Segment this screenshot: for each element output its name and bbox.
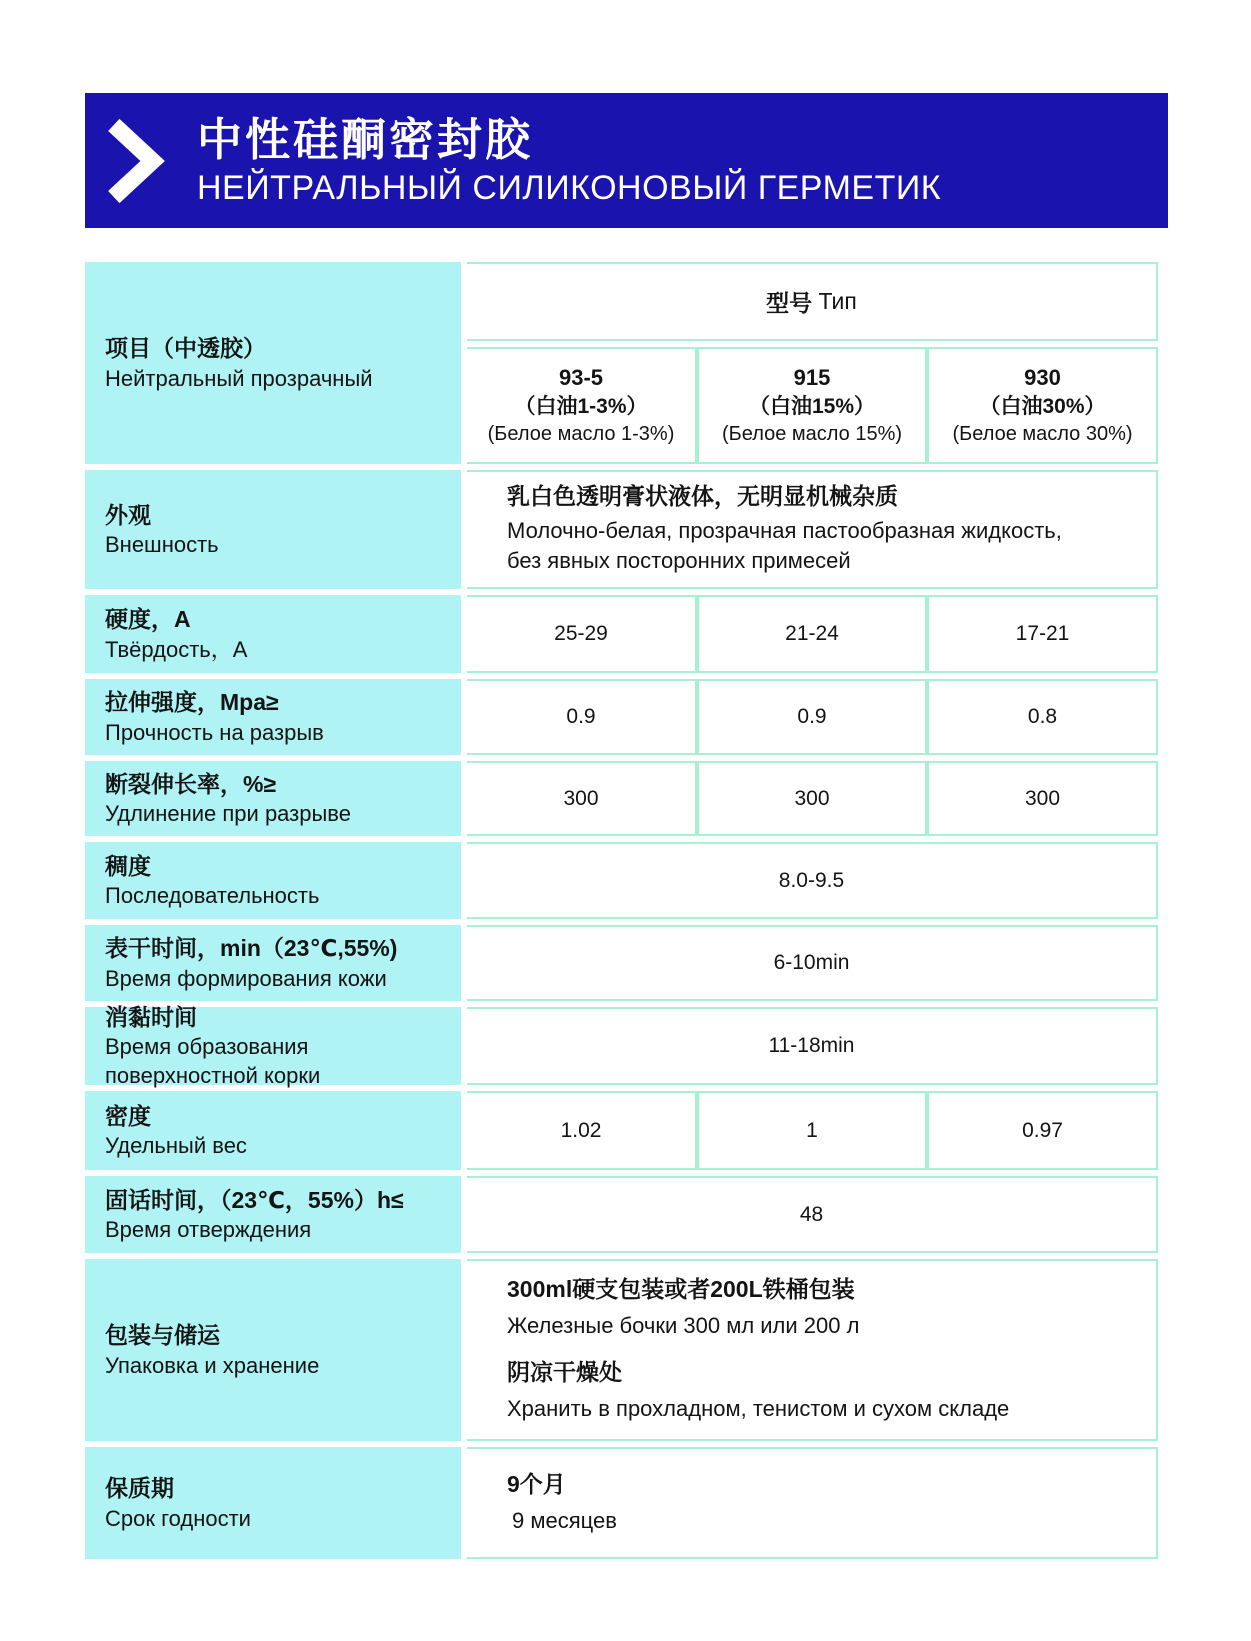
corner-label-ru: Нейтральный прозрачный <box>105 365 373 391</box>
appearance-zh: 乳白色透明膏状液体，无明显机械杂质 <box>507 482 898 509</box>
row-label-curing-time <box>85 1176 461 1253</box>
type-header-zh: 型号 <box>766 290 813 316</box>
page-title-ru: НЕЙТРАЛЬНЫЙ СИЛИКОНОВЫЙ ГЕРМЕТИК <box>197 168 942 207</box>
corner-label-zh: 项目（中透胶） <box>105 335 266 362</box>
model-oil-ru: (Белое масло 15%) <box>721 423 903 446</box>
cell-consistency: 8.0-9.5 <box>467 842 1158 919</box>
label-zh: 包装与储运 <box>105 1322 220 1349</box>
label-zh: 消黏时间 <box>105 1003 197 1030</box>
label-zh: 密度 <box>105 1102 151 1129</box>
banner-text <box>197 113 941 208</box>
cell-tensile-915: 0.9 <box>697 679 927 755</box>
type-header-ru-text: Тип <box>818 288 857 314</box>
title-banner <box>85 93 1168 228</box>
row-label-skin-time <box>85 925 461 1001</box>
model-oil-zh: （白油30%） <box>979 394 1106 418</box>
label-ru: Срок годности <box>105 1505 251 1531</box>
shelf-life-ru: 9 месяцев <box>512 1507 617 1533</box>
shelf-life-zh: 9个月 <box>507 1470 566 1497</box>
label-ru: Время отверждения <box>105 1217 312 1243</box>
row-label-consistency <box>85 842 461 919</box>
label-ru: Удельный вес <box>105 1133 247 1159</box>
label-zh: 硬度，A <box>105 606 191 633</box>
label-ru: Внешность <box>105 532 219 558</box>
packaging-group-2 <box>507 1358 1126 1425</box>
model-oil-zh: （白油1-3%） <box>514 394 648 418</box>
row-label-shelf-life <box>85 1447 461 1559</box>
row-label-density <box>85 1091 461 1170</box>
storage-ru: Хранить в прохладном, тенистом и сухом складе <box>507 1395 1010 1421</box>
cell-elongation-915: 300 <box>697 761 927 836</box>
appearance-ru: Молочно-белая, прозрачная пастообразная жидкость, без явных посторонних примесей <box>507 517 1062 574</box>
row-label-tensile-strength <box>85 679 461 755</box>
cell-elongation-930: 300 <box>927 761 1158 836</box>
label-zh: 外观 <box>105 501 151 528</box>
label-ru: Прочность на разрыв <box>105 719 324 745</box>
row-label-hardness <box>85 595 461 673</box>
label-ru: Упаковка и хранение <box>105 1352 320 1378</box>
model-code: 915 <box>793 364 831 390</box>
label-ru: Последовательность <box>105 883 320 909</box>
row-label-appearance <box>85 470 461 589</box>
label-ru: Удлинение при разрыве <box>105 801 351 827</box>
cell-hardness-915: 21-24 <box>697 595 927 673</box>
cell-hardness-93-5: 25-29 <box>467 595 697 673</box>
storage-zh: 阴凉干燥处 <box>507 1359 622 1385</box>
label-ru: Твёрдость，А <box>105 636 248 662</box>
row-label-detack-time <box>85 1003 461 1089</box>
model-code: 930 <box>1024 364 1061 390</box>
label-ru: Время образования поверхностной корки <box>105 1034 321 1089</box>
spec-table <box>85 262 1158 1559</box>
label-zh: 断裂伸长率，%≥ <box>105 770 277 797</box>
type-header-cell <box>467 262 1158 341</box>
cell-density-93-5: 1.02 <box>467 1091 697 1170</box>
label-zh: 保质期 <box>105 1475 174 1502</box>
cell-detack-time: 11-18min <box>467 1007 1158 1085</box>
model-header-930 <box>927 347 1158 464</box>
label-zh: 拉伸强度，Mpa≥ <box>105 689 279 716</box>
cell-density-930: 0.97 <box>927 1091 1158 1170</box>
page-title-zh: 中性硅酮密封胶 <box>197 113 534 165</box>
row-label-packaging <box>85 1259 461 1441</box>
cell-tensile-93-5: 0.9 <box>467 679 697 755</box>
model-header-93-5 <box>467 347 697 464</box>
cell-curing-time: 48 <box>467 1176 1158 1253</box>
cell-packaging <box>467 1259 1158 1441</box>
model-header-915 <box>697 347 927 464</box>
row-label-elongation <box>85 761 461 836</box>
cell-tensile-930: 0.8 <box>927 679 1158 755</box>
label-zh: 稠度 <box>105 852 151 879</box>
packaging-group-1 <box>507 1275 1126 1342</box>
label-zh: 表干时间，min（23℃,55%) <box>105 935 398 962</box>
cell-appearance <box>467 470 1158 589</box>
model-oil-zh: （白油15%） <box>748 394 876 418</box>
label-ru: Время формирования кожи <box>105 965 387 991</box>
corner-header-cell <box>85 262 461 464</box>
cell-shelf-life <box>467 1447 1158 1559</box>
model-code: 93-5 <box>558 364 604 390</box>
label-zh: 固话时间，（23℃，55%）h≤ <box>105 1186 404 1213</box>
packaging-zh: 300ml硬支包装或者200L铁桶包装 <box>507 1276 855 1303</box>
model-oil-ru: (Белое масло 1-3%) <box>487 423 675 446</box>
cell-hardness-930: 17-21 <box>927 595 1158 673</box>
cell-skin-time: 6-10min <box>467 925 1158 1001</box>
packaging-ru: Железные бочки 300 мл или 200 л <box>507 1313 860 1339</box>
cell-elongation-93-5: 300 <box>467 761 697 836</box>
cell-density-915: 1 <box>697 1091 927 1170</box>
chevron-right-icon <box>107 118 165 204</box>
model-oil-ru: (Белое масло 30%) <box>952 423 1133 446</box>
